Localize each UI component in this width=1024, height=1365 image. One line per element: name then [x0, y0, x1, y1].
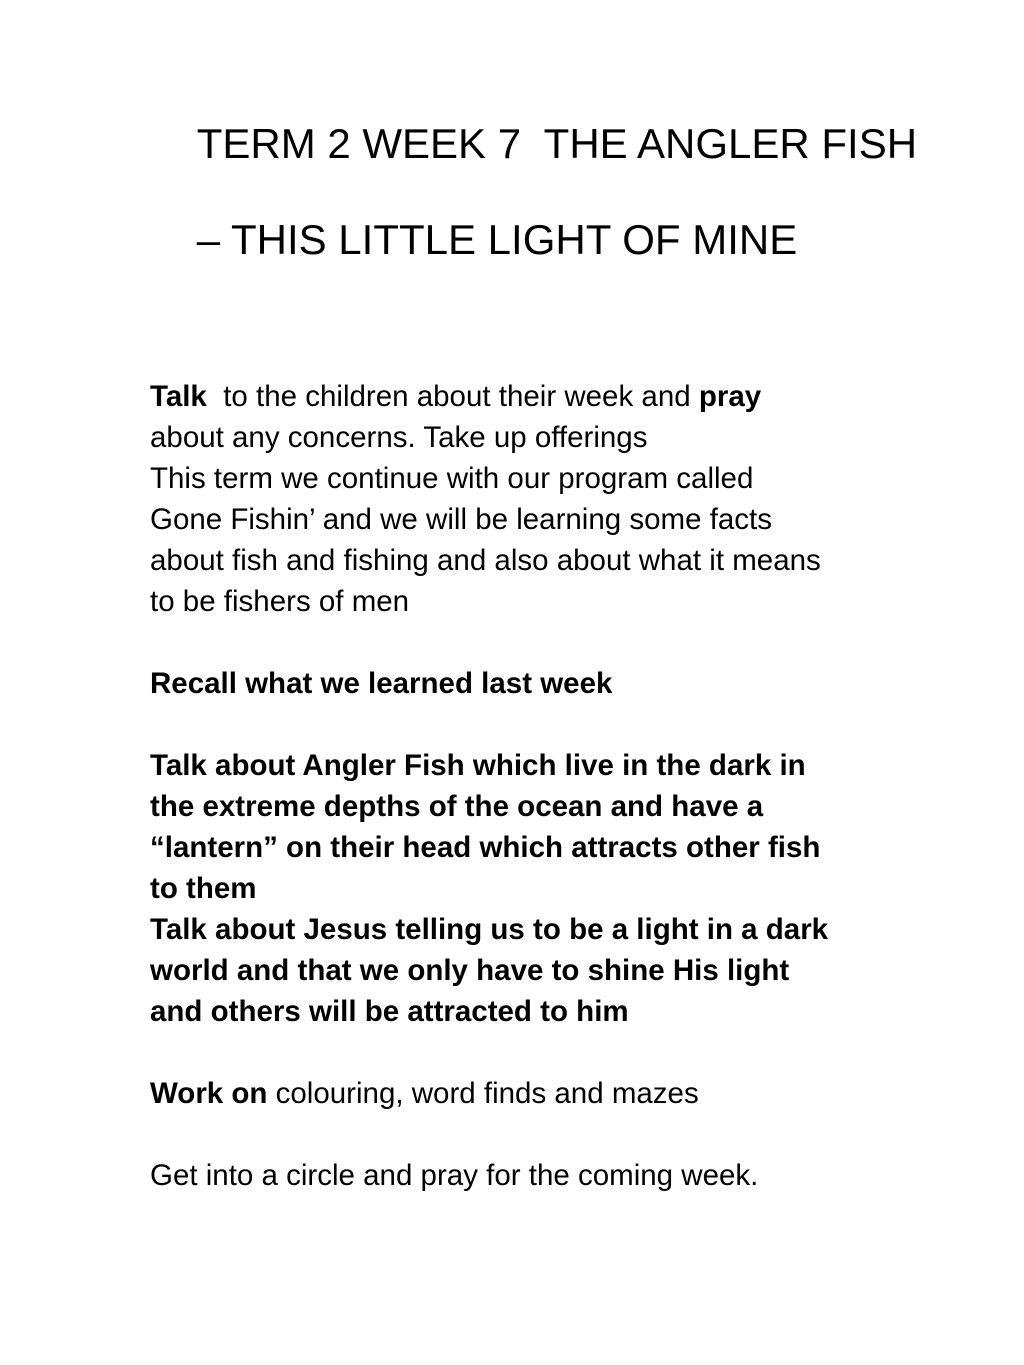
- angler-line-3: “lantern” on their head which attracts other fish: [150, 831, 821, 864]
- jesus-line-3: and others will be attracted to him: [150, 995, 629, 1028]
- angler-paragraph: [150, 745, 950, 909]
- angler-line-2: the extreme depths of the ocean and have a: [150, 790, 764, 823]
- intro-paragraph: [150, 376, 950, 622]
- talk-text: to the children about their week and: [206, 380, 699, 413]
- jesus-line-2: world and that we only have to shine His light: [150, 954, 790, 987]
- intro-line-2: about any concerns. Take up offerings: [150, 421, 648, 454]
- angler-line-4: to them: [150, 872, 257, 905]
- closing-paragraph: Get into a circle and pray for the coming week.: [150, 1159, 759, 1192]
- work-paragraph: [150, 1073, 950, 1114]
- intro-line-3: This term we continue with our program called: [150, 462, 754, 495]
- document-page: [150, 72, 950, 1196]
- title-line-1: TERM 2 WEEK 7 THE ANGLER FISH: [196, 120, 918, 167]
- intro-line-6: to be fishers of men: [150, 585, 410, 618]
- pray-label: pray: [698, 380, 762, 413]
- work-text: colouring, word finds and mazes: [267, 1077, 699, 1110]
- talk-label: Talk: [150, 380, 207, 413]
- work-label: Work on: [150, 1077, 268, 1110]
- angler-line-1: Talk about Angler Fish which live in the dark in: [150, 749, 806, 782]
- title-line-2: – THIS LITTLE LIGHT OF MINE: [196, 216, 798, 263]
- jesus-line-1: Talk about Jesus telling us to be a light in a dark: [150, 913, 829, 946]
- recall-heading: Recall what we learned last week: [150, 667, 613, 700]
- intro-line-4: Gone Fishin’ and we will be learning some facts: [150, 503, 772, 536]
- page-title: [150, 72, 950, 312]
- intro-line-5: about fish and fishing and also about what it means: [150, 544, 821, 577]
- jesus-paragraph: [150, 909, 950, 1032]
